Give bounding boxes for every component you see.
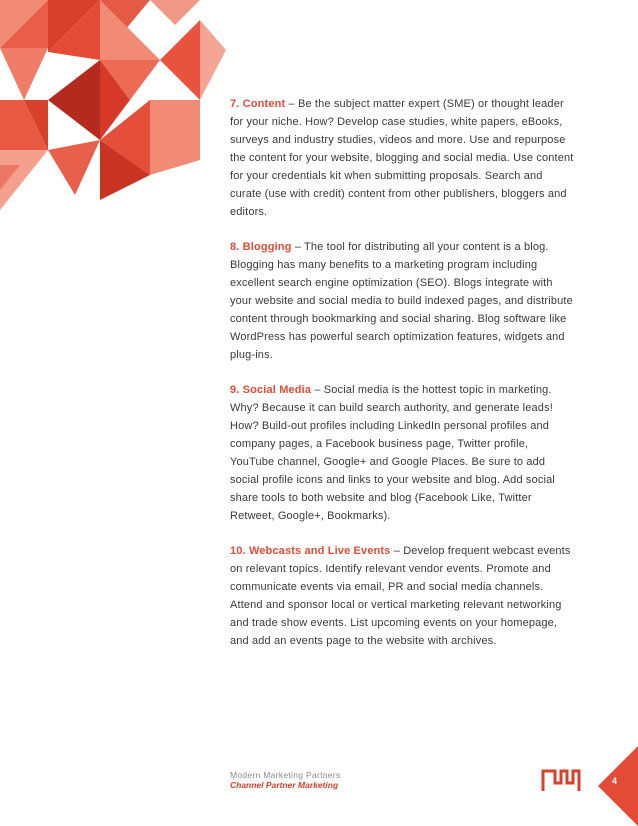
page-number: 4 [612,776,618,786]
main-text [230,95,575,667]
page-number-tab-icon [598,746,638,826]
section-content [230,95,575,221]
footer-company: Modern Marketing Partners [230,770,341,780]
section-blogging [230,238,575,364]
section-heading: 9. Social Media [230,384,312,396]
section-social-media [230,381,575,525]
footer-tagline: Channel Partner Marketing [230,780,339,790]
decorative-triangle-pattern [0,0,226,220]
section-body: – Social media is the hottest topic in marketing. Why? Because it can build search authority, and generate leads! How? Build-out profiles including LinkedIn personal profiles and company pages, a Facebook business page, Twitter profile, YouTube channel, Google+ and Google Places. Be sure to add social profile icons and links to your website and blog. Add social share tools to both website and blog (Facebook Like, Twitter Retweet, Google+, Bookmarks). [230,384,555,522]
section-heading: 7. Content [230,98,286,110]
section-heading: 8. Blogging [230,241,292,253]
section-body: – Be the subject matter expert (SME) or thought leader for your niche. How? Develop case studies, white papers, eBooks, surveys and industry studies, videos and more. Use and repurpose the content for your website, blogging and social media. Use content for your credentials kit when submitting proposals. Search and curate (use with credit) content from other publishers, bloggers and editors. [230,98,574,218]
section-body: – The tool for distributing all your content is a blog. Blogging has many benefits to a marketing program including excellent search engine optimization (SEO). Blogs integrate with your website and social media to build indexed pages, and distribute content through bookmarking and social sharing. Blog software like WordPress has powerful search optimization features, widgets and plug-ins. [230,241,573,361]
footer [230,770,341,790]
section-webcasts [230,542,575,650]
company-logo-icon [541,767,581,793]
section-heading: 10. Webcasts and Live Events [230,545,391,557]
section-body: – Develop frequent webcast events on relevant topics. Identify relevant vendor events. Promote and communicate events via email, PR and social media channels. Attend and sponsor local or vertical marketing relevant networking and trade show events. List upcoming events on your homepage, and add an events page to the website with archives. [230,545,571,647]
